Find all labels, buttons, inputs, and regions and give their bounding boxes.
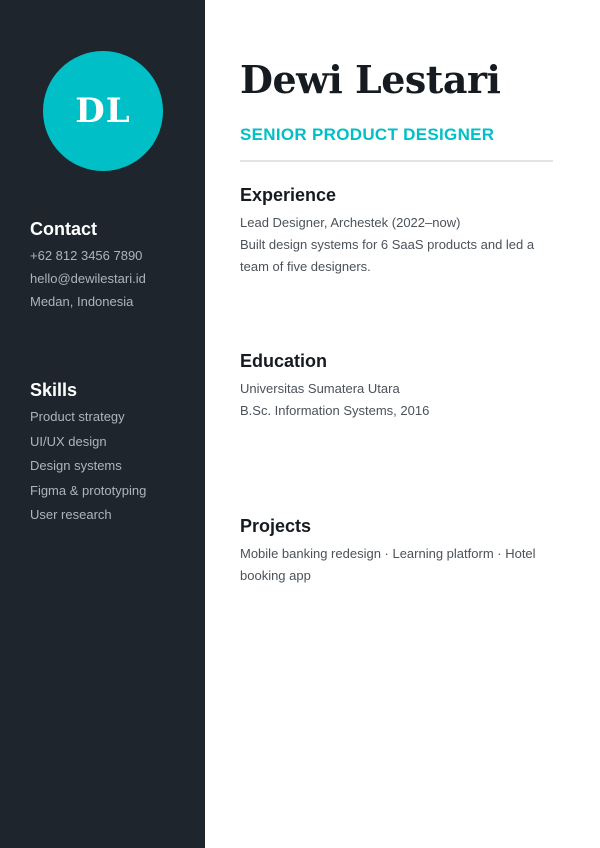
avatar-initials — [43, 51, 163, 171]
projects-section — [240, 516, 555, 587]
education-school: Universitas Sumatera Utara — [240, 381, 400, 396]
skills-heading: Skills — [30, 380, 78, 400]
skill-item: Design systems — [30, 458, 122, 474]
job-title: SENIOR PRODUCT DESIGNER — [240, 125, 495, 144]
experience-section — [240, 185, 555, 278]
projects-list: Mobile banking redesign · Learning platform · Hotel booking app — [240, 546, 536, 583]
contact-heading: Contact — [30, 219, 97, 239]
skill-item: Product strategy — [30, 409, 125, 424]
contact-section — [30, 219, 146, 313]
education-degree: B.Sc. Information Systems, 2016 — [240, 403, 430, 418]
contact-phone: +62 812 3456 7890 — [30, 248, 143, 263]
experience-role: Lead Designer, Archestek (2022–now) — [240, 215, 461, 230]
initials-text: DL — [75, 91, 131, 131]
contact-location: Medan, Indonesia — [30, 294, 134, 309]
skill-item: User research — [30, 507, 112, 523]
sidebar — [0, 0, 205, 848]
skills-section — [30, 380, 146, 528]
skill-item: Figma & prototyping — [30, 482, 147, 498]
education-section — [240, 351, 555, 422]
skill-item: UI/UX design — [30, 433, 107, 449]
experience-heading: Experience — [240, 185, 337, 205]
contact-email: hello@dewilestari.id — [30, 271, 146, 286]
projects-heading: Projects — [240, 516, 312, 536]
experience-description: Built design systems for 6 SaaS products and led a team of five designers. — [240, 237, 535, 274]
person-name: Dewi Lestari — [240, 57, 501, 102]
education-heading: Education — [240, 351, 328, 371]
header-divider — [240, 160, 553, 162]
